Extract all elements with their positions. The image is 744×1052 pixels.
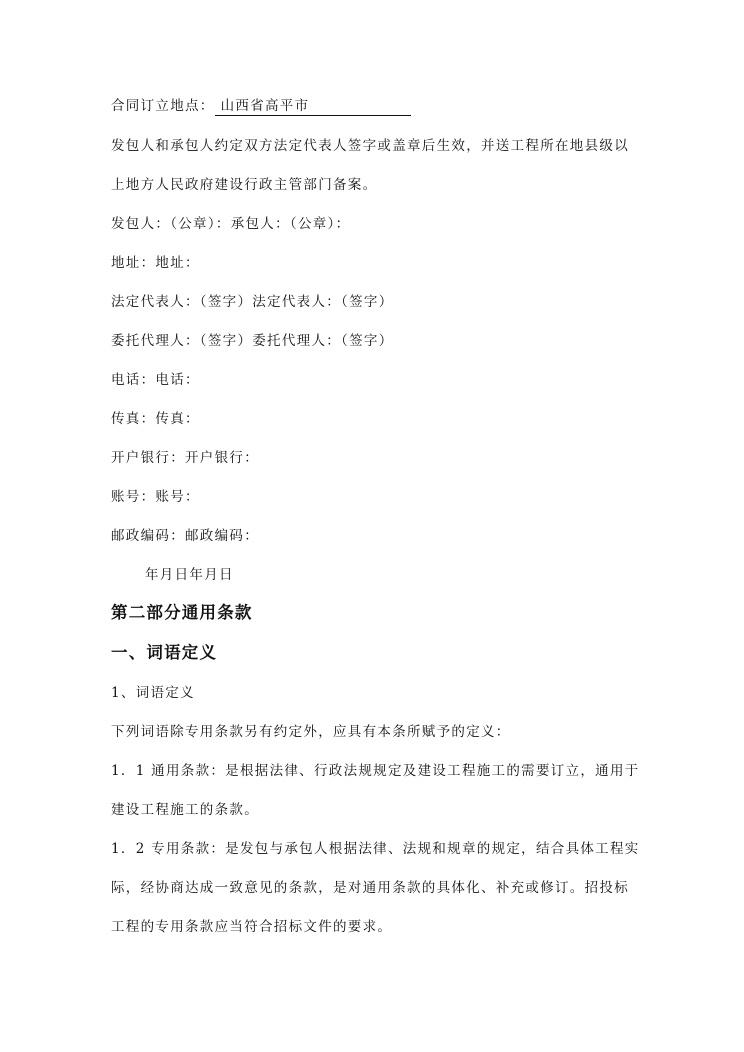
date-line: 年月日年月日 xyxy=(145,567,234,583)
section-one-heading: 一、词语定义 xyxy=(111,643,218,662)
postcode-line: 邮政编码：邮政编码： xyxy=(111,528,259,544)
definition-1-2-line-2: 际，经协商达成一致意见的条款，是对通用条款的具体化、补充或修订。招投标 xyxy=(111,880,629,896)
authorized-agent-line: 委托代理人：（签字）委托代理人：（签字） xyxy=(111,333,394,349)
part-two-heading: 第二部分通用条款 xyxy=(111,603,253,622)
contract-place-value: 山西省高平市 xyxy=(215,98,411,116)
definitions-intro: 下列词语除专用条款另有约定外，应具有本条所赋予的定义： xyxy=(111,724,511,740)
definition-1-1-line-1: 1．1 通用条款：是根据法律、行政法规规定及建设工程施工的需要订立，通用于 xyxy=(111,763,640,779)
definition-1-2-line-1: 1．2 专用条款：是发包与承包人根据法律、法规和规章的规定，结合具体工程实 xyxy=(111,841,640,857)
item-1-heading: 1、词语定义 xyxy=(111,685,195,701)
definition-1-1-line-2: 建设工程施工的条款。 xyxy=(111,802,259,818)
legal-representative-line: 法定代表人：（签字）法定代表人：（签字） xyxy=(111,294,394,310)
address-line: 地址：地址： xyxy=(111,255,200,271)
definition-1-2-line-3: 工程的专用条款应当符合招标文件的要求。 xyxy=(111,919,393,935)
filing-text-line-1: 发包人和承包人约定双方法定代表人签字或盖章后生效，并送工程所在地县级以 xyxy=(111,138,629,154)
phone-line: 电话：电话： xyxy=(111,372,200,388)
contract-place-line xyxy=(111,96,411,116)
bank-line: 开户银行：开户银行： xyxy=(111,450,259,466)
contract-place-label: 合同订立地点： xyxy=(111,98,215,114)
fax-line: 传真：传真： xyxy=(111,411,200,427)
filing-text-line-2: 上地方人民政府建设行政主管部门备案。 xyxy=(111,177,378,193)
parties-seal-line: 发包人：（公章）：承包人：（公章）： xyxy=(111,216,351,232)
account-line: 账号：账号： xyxy=(111,489,200,505)
